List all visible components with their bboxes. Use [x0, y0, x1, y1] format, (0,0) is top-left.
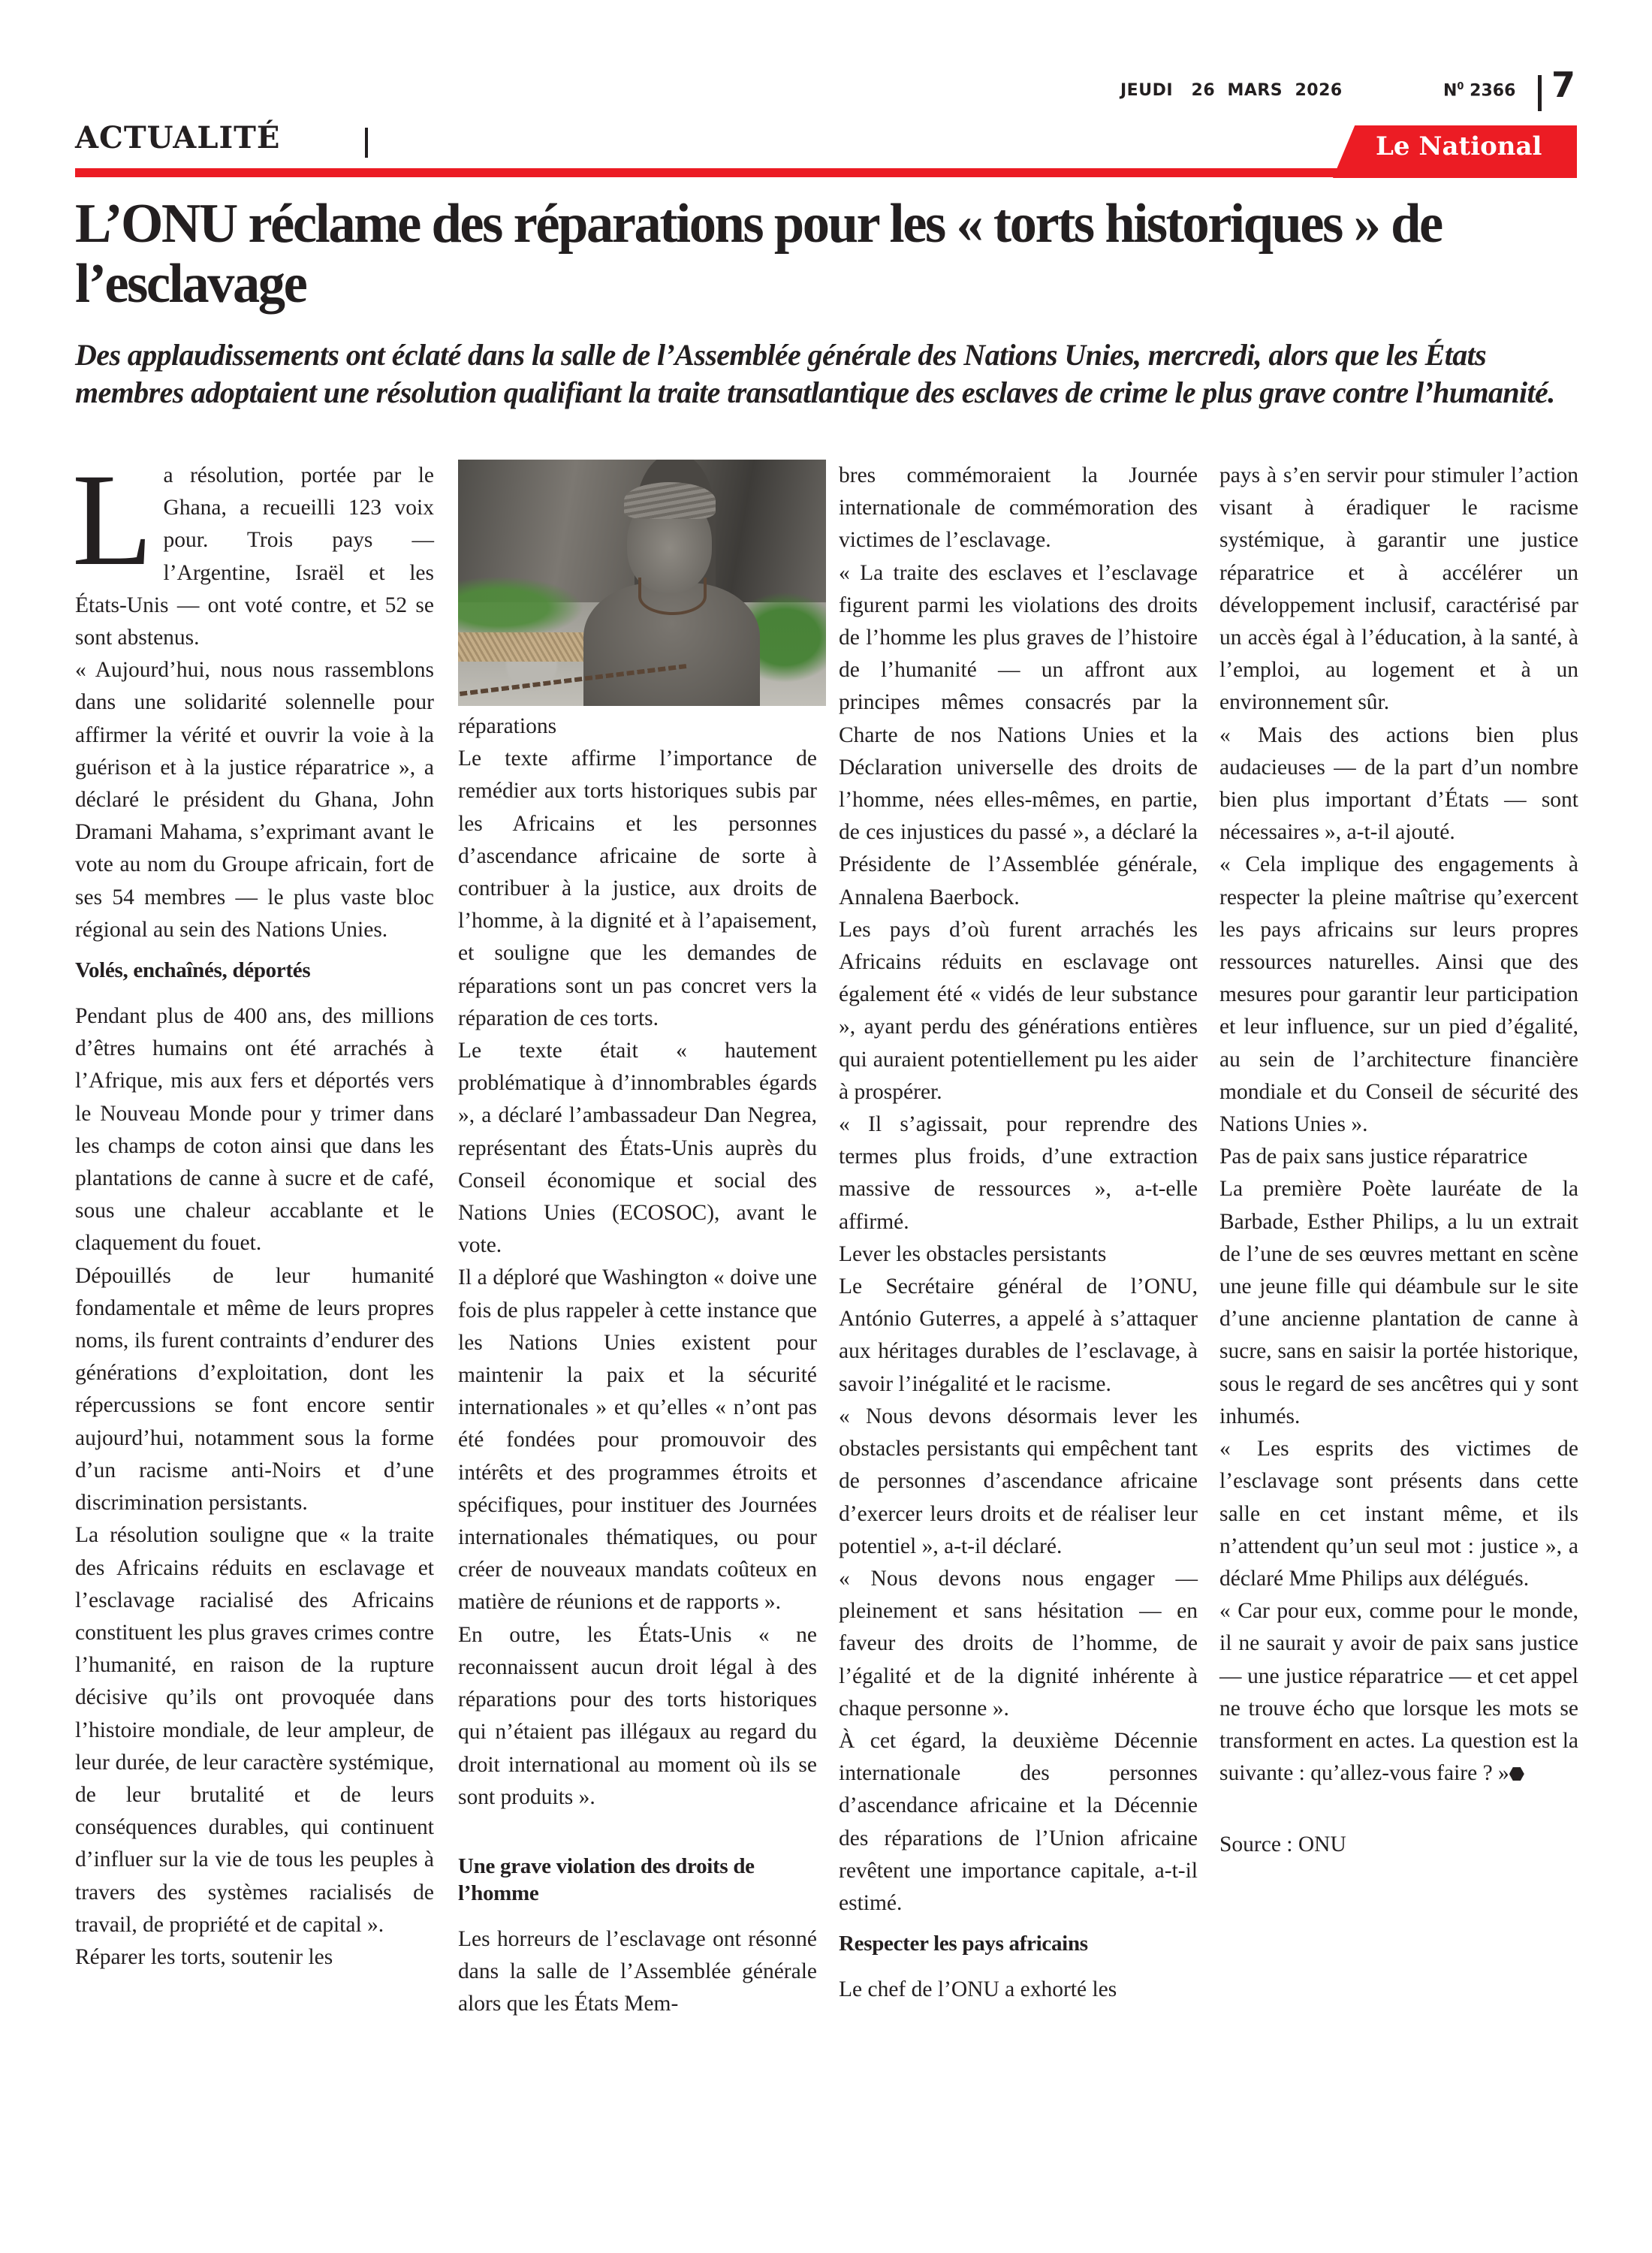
paragraph: En outre, les États-Unis « ne reconnaissent aucun droit légal à des réparations pour des torts historiques qui n’étaient pas illégaux au regard du droit international au moment où ils se sont produits ».: [458, 1622, 817, 1809]
paragraph-text: « Car pour eux, comme pour le monde, il ne saurait y avoir de paix sans justice — une justice réparatrice — et cet appel ne trouve écho que lorsque les mots se transforment en actes. La question est la suivante : qu’allez-vous faire ? »: [1219, 1599, 1578, 1786]
paragraph: [72, 447, 434, 654]
paragraph-text: a résolution, portée par le Ghana, a recueilli 123 voix pour. Trois pays — l’Argentine, Israël et les États-Unis — ont voté contre, et 52 se sont abstenus.: [75, 463, 434, 650]
article-photo: [458, 460, 826, 706]
paragraph: Les pays d’où furent arrachés les Africains réduits en esclavage ont également été « vidés de leur substance », ayant perdu des générations entières qui auraient potentiellement pu les aider à prospérer.: [839, 917, 1198, 1104]
paragraph: réparations: [458, 714, 557, 738]
brand-logo: Le National: [1376, 131, 1542, 161]
paragraph: Réparer les torts, soutenir les: [75, 1944, 333, 1969]
paragraph: La résolution souligne que « la traite des Africains réduits en esclavage et l’esclavage racialisé des Africains constituent les plus graves crimes contre l’humanité, en raison de la rupture décisive qu’ils ont provoquée dans l’histoire mondiale, de leur ampleur, de leur durée, de leur caractère systémique, de leur brutalité et de leurs conséquences durables, qui continuent d’influer sur la vie de tous les peuples à travers des systèmes racialisés de travail, de propriété et de capital ».: [75, 1523, 434, 1937]
inline-subheading: Lever les obstacles persistants: [839, 1241, 1107, 1266]
page-number-divider: [1538, 75, 1542, 111]
paragraph: « Nous devons désormais lever les obstacles persistants qui empêchent tant de personnes d’ascendance africaine d’exercer leurs droits et de réaliser leur potentiel », a-t-il déclaré.: [839, 1404, 1198, 1558]
issue-prefix: N: [1443, 81, 1458, 101]
article-lede: Des applaudissements ont éclaté dans la salle de l’Assemblée générale des Nations Unies, mercredi, alors que les États membres adoptaient une résolution qualifiant la traite transatlantique des esclaves de crime le plus grave contre l’humanité.: [75, 338, 1555, 409]
section-divider: [365, 128, 368, 158]
paragraph: Il a déploré que Washington « doive une fois de plus rappeler à cette instance que les Nations Unies existent pour maintenir la paix et la sécurité internationales » et qu’elles « n’ont pas été fondées pour promouvoir des intérêts et des programmes étroits et spécifiques, pour instituer des Journées internationales thématiques, ou pour créer de nouveaux mandats coûteux en matière de réunions et de rapports ».: [458, 1265, 817, 1615]
issue-day: JEUDI: [1120, 81, 1174, 100]
paragraph: Le Secrétaire général de l’ONU, António Guterres, a appelé à s’attaquer aux héritages durables de l’esclavage, à savoir l’inégalité et le racisme.: [839, 1274, 1198, 1396]
paragraph: Le texte affirme l’importance de remédier aux torts historiques subis par les Africains et les personnes d’ascendance africaine de sorte à contribuer à la justice, aux droits de l’homme, à la dignité et à l’apaisement, et souligne que les demandes de réparations sont un pas concret vers la réparation de ces torts.: [458, 746, 817, 1030]
issue-sup: 0: [1457, 81, 1464, 92]
paragraph: pays à s’en servir pour stimuler l’action visant à éradiquer le racisme systémique, à garantir une justice réparatrice et à accélérer un développement inclusif, caractérisé par un accès égal à l’éducation, à la santé, à l’emploi, au logement et à un environnement sûr.: [1219, 463, 1578, 715]
issue-date: [1120, 81, 1343, 100]
drop-cap: L: [72, 447, 153, 593]
article-source: Source : ONU: [1219, 1832, 1346, 1857]
section-label: ACTUALITÉ: [75, 120, 281, 155]
issue-number: [1443, 81, 1515, 100]
article-column-4: [1219, 460, 1578, 1862]
subheading: Respecter les pays africains: [839, 1932, 1088, 1956]
article-column-1: [72, 447, 434, 1974]
paragraph: Pendant plus de 400 ans, des millions d’êtres humains ont été arrachés à l’Afrique, mis aux fers et déportés vers le Nouveau Monde pour y trimer dans les champs de coton ainsi que dans les plantations de canne à sucre et de café, sous une chaleur accablante et le claquement du fouet.: [75, 1004, 434, 1256]
issue-number-value: 2366: [1470, 81, 1516, 101]
paragraph: Les horreurs de l’esclavage ont résonné dans la salle de l’Assemblée générale alors que les États Mem-: [458, 1926, 817, 2016]
photo-statue-headwrap: [624, 482, 716, 519]
paragraph: « Nous devons nous engager — pleinement et sans hésitation — en faveur des droits de l’homme, de l’égalité et de la dignité inhérente à chaque personne ».: [839, 1566, 1198, 1721]
article-headline: L’ONU réclame des réparations pour les « torts historiques » de l’esclavage: [75, 193, 1442, 315]
paragraph: Le texte était « hautement problématique à d’innombrables égards », a déclaré l’ambassadeur Dan Negrea, représentant des États-Unis auprès du Conseil économique et social des Nations Unies (ECOSOC), avant le vote.: [458, 1039, 817, 1258]
paragraph: À cet égard, la deuxième Décennie internationale des personnes d’ascendance africaine et la Décennie des réparations de l’Union africaine revêtent une importance capitale, a-t-il estimé.: [839, 1728, 1198, 1915]
paragraph: « Aujourd’hui, nous nous rassemblons dans une solidarité solennelle pour affirmer la vérité et ouvrir la voie à la guérison et à la justice réparatrice », a déclaré le président du Ghana, John Dramani Mahama, s’exprimant avant le vote au nom du Groupe africain, fort de ses 54 membres — le plus vaste bloc régional au sein des Nations Unies.: [75, 658, 434, 942]
end-of-article-icon: [1509, 1767, 1524, 1781]
inline-subheading: Pas de paix sans justice réparatrice: [1219, 1145, 1528, 1169]
paragraph: bres commémoraient la Journée internationale de commémoration des victimes de l’esclavage.: [839, 463, 1198, 553]
issue-date-text: 26 MARS 2026: [1191, 81, 1343, 100]
photo-palm-frond: [458, 632, 590, 662]
paragraph: [1219, 1595, 1578, 1790]
paragraph: Le chef de l’ONU a exhorté les: [839, 1977, 1117, 2002]
article-column-2: [458, 460, 817, 2021]
paragraph: « Il s’agissait, pour reprendre des termes plus froids, d’une extraction massive de ressources », a-t-elle affirmé.: [839, 1112, 1198, 1234]
subheading: Volés, enchaînés, déportés: [75, 958, 311, 983]
page-number: 7: [1551, 65, 1576, 105]
paragraph: « Cela implique des engagements à respecter la pleine maîtrise qu’exercent les pays africains sur leurs propres ressources naturelles. Ainsi que des mesures pour garantir leur participation et leur influence, sur un pied d’égalité, au sein de l’architecture financière mondiale et du Conseil de sécurité des Nations Unies ».: [1219, 852, 1578, 1137]
paragraph: La première Poète lauréate de la Barbade, Esther Philips, a lu un extrait de l’une de ses œuvres mettant en scène une jeune fille qui déambule sur le site d’une ancienne plantation de canne à sucre, sans en saisir la portée historique, sous le regard de ses ancêtres qui y sont inhumés.: [1219, 1177, 1578, 1428]
article-column-3: [839, 460, 1198, 2006]
subheading: Une grave violation des droits de l’homme: [458, 1853, 755, 1905]
paragraph: « La traite des esclaves et l’esclavage figurent parmi les violations des droits de l’homme les plus graves de l’histoire de l’humanité — un affront aux principes mêmes consacrés par la Charte de nos Nations Unies et la Déclaration universelle des droits de l’homme, nées elles-mêmes, en partie, de ces injustices du passé », a déclaré la Présidente de l’Assemblée générale, Annalena Baerbock.: [839, 560, 1198, 909]
paragraph: « Mais des actions bien plus audacieuses — de la part d’un nombre bien plus important d’États — sont nécessaires », a-t-il ajouté.: [1219, 722, 1578, 845]
paragraph: « Les esprits des victimes de l’esclavage sont présents dans cette salle en cet instant même, et ils n’attendent qu’un seul mot : justice », a déclaré Mme Philips aux délégués.: [1219, 1437, 1578, 1591]
paragraph: Dépouillés de leur humanité fondamentale et même de leurs propres noms, ils furent contraints d’endurer des générations d’exploitation, dont les répercussions se font encore sentir aujourd’hui, notamment sous la forme d’un racisme anti-Noirs et d’une discrimination persistants.: [75, 1263, 434, 1516]
